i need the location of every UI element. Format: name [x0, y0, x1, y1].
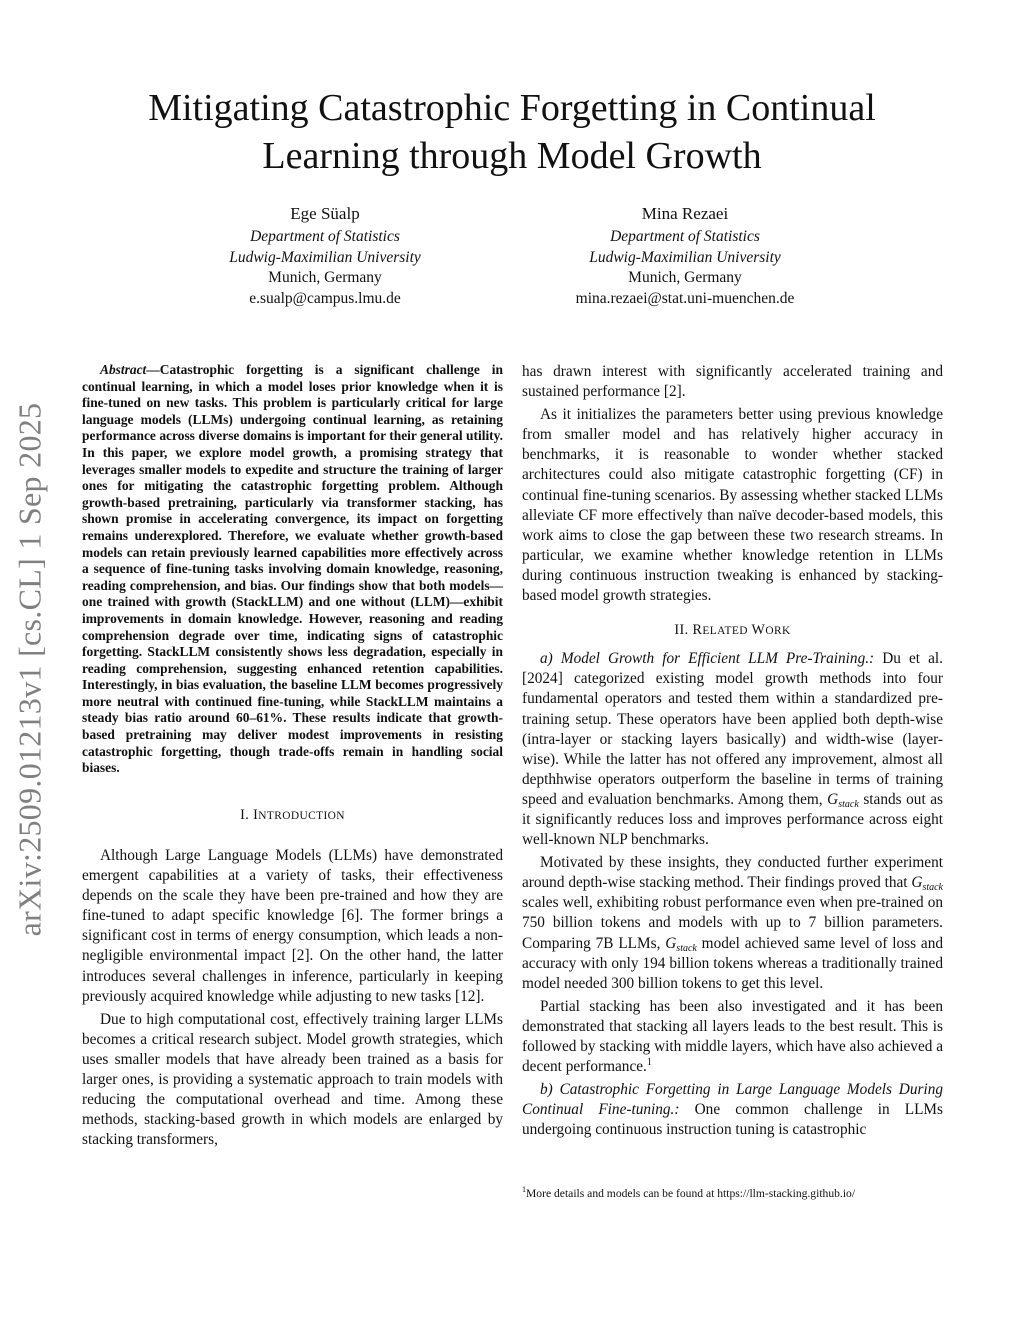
- author-name: Mina Rezaei: [641, 204, 729, 223]
- math-g-stack: $G_{stack}$: [911, 874, 943, 894]
- author-block-2: [535, 202, 835, 309]
- intro-paragraph-1: Although Large Language Models (LLMs) have demonstrated emergent capabilities at a variety of tasks, their effectiveness depends on the scale they have been pre-trained and how they are fine-tuned to adapt specific knowledge [6]. The former brings a significant cost in terms of energy consumption, which leads a non-negligible environmental impact [2]. On the other hand, the latter introduces several challenges in inference, particularly in keeping previously acquired knowledge while adjusting to new tasks [12].: [82, 846, 503, 1005]
- paper-title: [80, 84, 944, 180]
- author-email[interactable]: e.sualp@campus.lmu.de: [249, 289, 401, 307]
- right-column: [522, 362, 943, 1140]
- section-heading-related-work: II. RELATED WORK: [674, 622, 791, 639]
- author-department: Department of Statistics: [610, 228, 760, 245]
- abstract-label: Abstract: [100, 362, 147, 377]
- arxiv-identifier-stamp: [2, 378, 58, 960]
- intro-paragraph-3: has drawn interest with significantly accelerated training and sustained performance [2].: [522, 363, 943, 401]
- footnote-marker[interactable]: 1: [646, 1057, 652, 1068]
- subsection-b-title: b) Catastrophic Forgetting in Large Language Models During Continual Fine-tuning.:: [522, 1081, 943, 1119]
- related-subsection-b: b) Catastrophic Forgetting in Large Language Models During Continual Fine-tuning.: One common challenge in LLMs undergoing continuous instruction tuning is catastrophic: [522, 1081, 943, 1139]
- title-line-2: Learning through Model Growth: [262, 135, 762, 177]
- abstract: [82, 362, 503, 777]
- author-name: Ege Süalp: [290, 204, 360, 223]
- subsection-a-title: a) Model Growth for Efficient LLM Pre-Training.:: [540, 650, 875, 668]
- section-heading-introduction: I. INTRODUCTION: [240, 806, 345, 823]
- footnote-text: More details and models can be found at https://llm-stacking.github.io/: [526, 1187, 856, 1200]
- related-subsection-a: a) Model Growth for Efficient LLM Pre-Training.: Du et al. [2024] categorized existing model growth methods into four fundamental operators and tested them within a standardized pre-training setup. These operators have been applied both depth-wise (intra-layer or stacking layers basically) and width-wise (layer-wise). While the latter has not offered any improvement, almost all depthhwise operators outperform the baseline in terms of training speed and evaluation benchmarks. Among them, $G_{stack}$ stands out as it significantly reduces loss and improves performance across eight well-known NLP benchmarks.: [522, 650, 943, 849]
- left-column: [82, 362, 503, 1150]
- title-line-1: Mitigating Catastrophic Forgetting in Continual: [148, 87, 876, 129]
- arxiv-id-text: arXiv:2509.01213v1 [cs.CL] 1 Sep 2025: [11, 402, 48, 936]
- author-block-1: [175, 202, 475, 309]
- author-location: Munich, Germany: [628, 269, 742, 286]
- author-university: Ludwig-Maximilian University: [229, 248, 421, 266]
- related-paragraph-2: Motivated by these insights, they conducted further experiment around depth-wise stacking method. Their findings proved that $G_{stack}$ scales well, exhibiting robust performance even when pre-trained on 750 billion tokens and models with up to 7 billion parameters. Comparing 7B LLMs, $G_{stack}$ model achieved same level of loss and accuracy with only 194 billion tokens whereas a traditionally trained model needed 300 billion tokens to get this level.: [522, 854, 943, 992]
- author-university: Ludwig-Maximilian University: [589, 248, 781, 266]
- footnote-number: 1: [522, 1185, 526, 1195]
- math-g-stack: $G_{stack}$: [827, 790, 859, 810]
- math-g-stack: $G_{stack}$: [665, 934, 697, 954]
- intro-paragraph-2: Due to high computational cost, effectively training larger LLMs becomes a critical research subject. Model growth strategies, which uses smaller models that have already been trained as a basis for larger ones, is providing a systematic approach to train models with reducing the computational overhead and time. Among these methods, stacking-based growth in which models are enlarged by stacking transformers,: [82, 1010, 503, 1149]
- author-email[interactable]: mina.rezaei@stat.uni-muenchen.de: [575, 289, 795, 307]
- author-department: Department of Statistics: [250, 228, 400, 245]
- related-paragraph-3: Partial stacking has been also investigated and it has been demonstrated that stacking all layers leads to the best result. This is followed by stacking with middle layers, which have also achieved a decent performance.$^1$: [522, 997, 943, 1076]
- footnote: [522, 1186, 952, 1201]
- intro-paragraph-4: As it initializes the parameters better using previous knowledge from smaller model and has relatively higher accuracy in benchmarks, it is reasonable to wonder whether stacked architectures could also mitigate catastrophic forgetting (CF) in continual fine-tuning scenarios. By assessing whether stacked LLMs alleviate CF more effectively than naïve decoder-based models, this work aims to close the gap between these two research streams. In particular, we examine whether knowledge retention in LLMs during continuous instruction tweaking is enhanced by stacking-based model growth strategies.: [522, 406, 943, 605]
- author-location: Munich, Germany: [268, 269, 382, 286]
- abstract-text: —Catastrophic forgetting is a significant challenge in continual learning, in which a model loses prior knowledge when it is fine-tuned on new tasks. This problem is particularly critical for large language models (LLMs) undergoing continual learning, as retaining performance across diverse domains is important for their general utility. In this paper, we explore model growth, a promising strategy that leverages smaller models to expedite and structure the training of larger ones for mitigating the catastrophic forgetting problem. Although growth-based pretraining, particularly via transformer stacking, has shown promise in accelerating convergence, its impact on forgetting remains underexplored. Therefore, we evaluate whether growth-based models can retain previously learned capabilities more effectively across a sequence of fine-tuning tasks involving domain knowledge, reasoning, reading comprehension, and bias. Our findings show that both models—one trained with growth (StackLLM) and one without (LLM)—exhibit improvements in domain knowledge. However, reasoning and reading comprehension degrade over time, indicating signs of catastrophic forgetting. StackLLM consistently shows less degradation, especially in reading comprehension, suggesting enhanced retention capabilities. Interestingly, in bias evaluation, the baseline LLM becomes progressively more neutral with continued fine-tuning, while StackLLM maintains a steady bias ratio around 60–61%. These results indicate that growth-based pretraining may deliver modest improvements in resisting catastrophic forgetting, though trade-offs remain in handling social biases.: [82, 362, 503, 776]
